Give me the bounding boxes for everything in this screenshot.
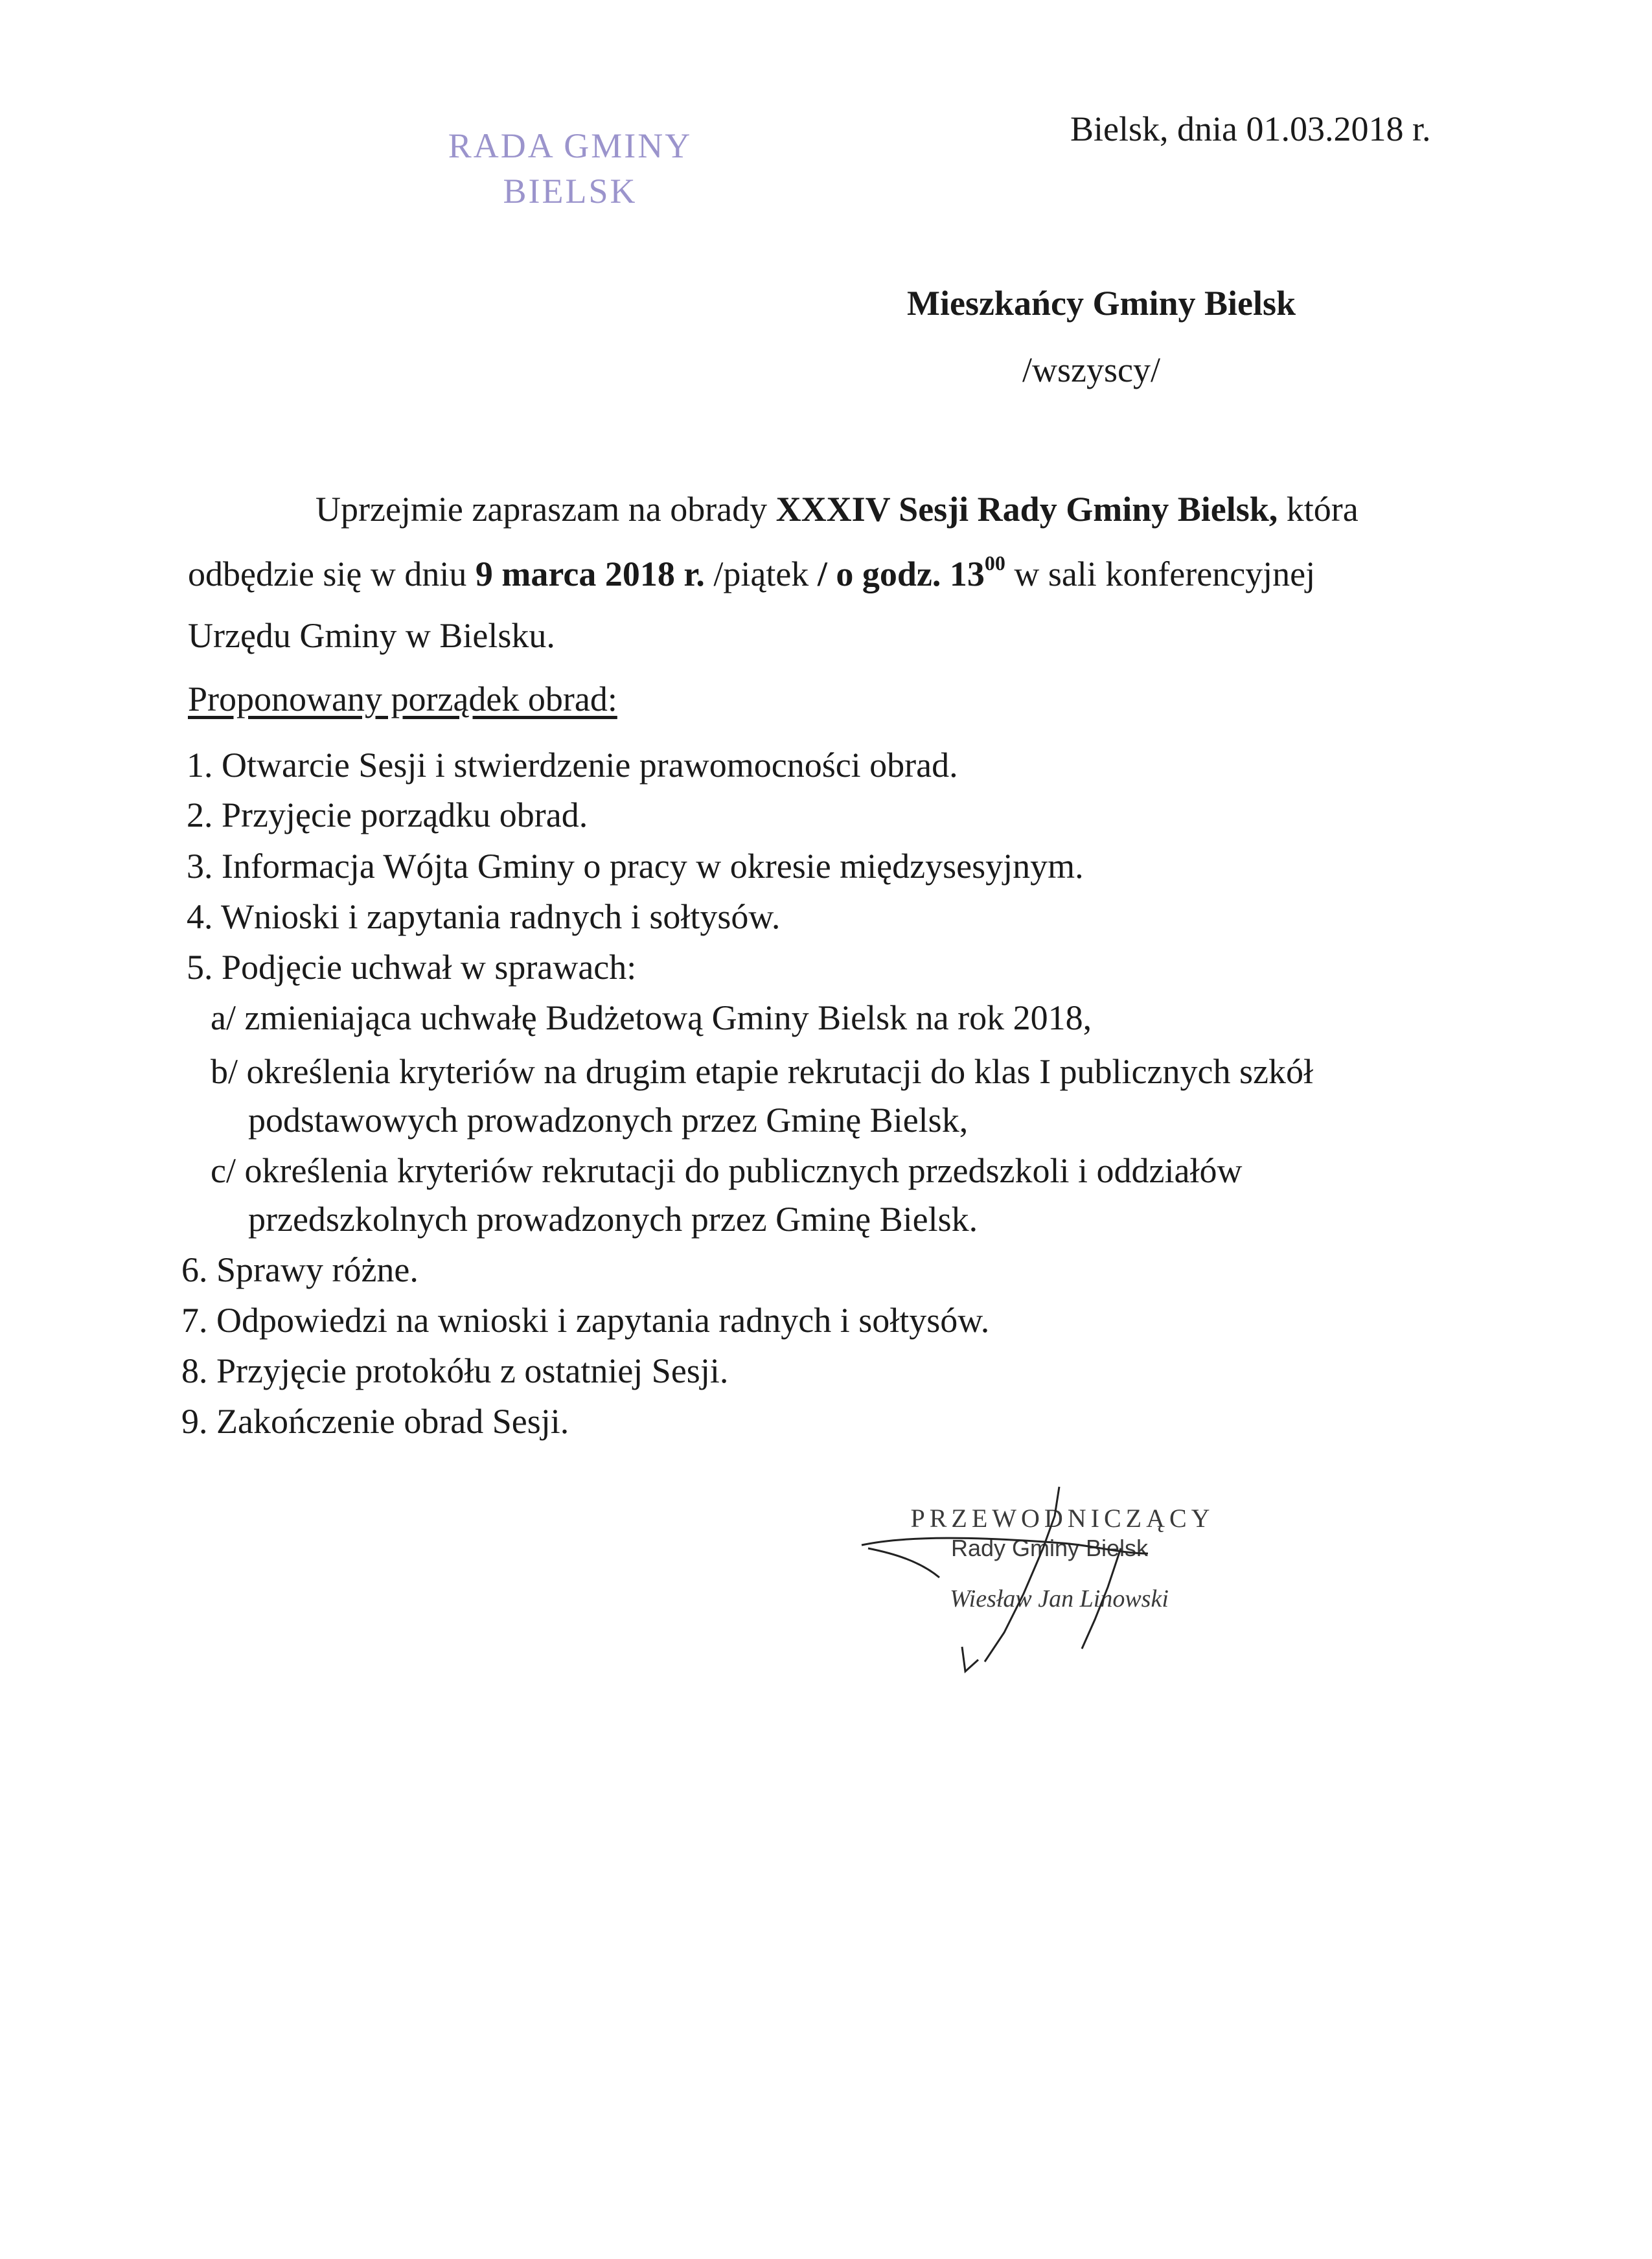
- body-line-2-end: w sali konferencyjnej: [1005, 555, 1316, 593]
- council-stamp: [402, 123, 739, 214]
- session-name: XXXIV Sesji Rady Gminy Bielsk,: [775, 490, 1278, 529]
- agenda-subitem: c/ określenia kryteriów rekrutacji do publicznych przedszkoli i oddziałów: [211, 1151, 1243, 1190]
- handwritten-signature: [849, 1477, 1211, 1684]
- session-time: / o godz. 13: [817, 555, 985, 593]
- agenda-item: 3. Informacja Wójta Gminy o pracy w okresie międzysesyjnym.: [187, 847, 1084, 886]
- session-time-minutes: 00: [984, 551, 1005, 575]
- recipient-name: Mieszkańcy Gminy Bielsk: [907, 284, 1296, 323]
- session-date: 9 marca 2018 r.: [475, 555, 705, 593]
- signature-title: PRZEWODNICZĄCY: [910, 1504, 1215, 1533]
- agenda-subitem-continuation: przedszkolnych prowadzonych przez Gminę Bielsk.: [248, 1200, 978, 1239]
- agenda-item: 8. Przyjęcie protokółu z ostatniej Sesji.: [181, 1351, 729, 1390]
- recipient-note: /wszyscy/: [1022, 350, 1160, 389]
- agenda-item: 9. Zakończenie obrad Sesji.: [181, 1402, 569, 1441]
- agenda-subitem-continuation: podstawowych prowadzonych przez Gminę Bielsk,: [248, 1101, 969, 1140]
- agenda-item: 5. Podjęcie uchwał w sprawach:: [187, 948, 637, 987]
- body-line-1-end: która: [1278, 490, 1359, 529]
- stamp-line-1: RADA GMINY: [448, 126, 693, 165]
- agenda-subitem: b/ określenia kryteriów na drugim etapie rekrutacji do klas I publicznych szkół: [211, 1052, 1313, 1091]
- signature-council: Rady Gminy Bielsk: [950, 1535, 1149, 1561]
- date-line: Bielsk, dnia 01.03.2018 r.: [1070, 109, 1431, 148]
- session-weekday: /piątek: [704, 555, 818, 593]
- agenda-item: 7. Odpowiedzi na wnioski i zapytania radnych i sołtysów.: [181, 1301, 990, 1340]
- body-line-2: [188, 551, 1316, 594]
- agenda-item: 6. Sprawy różne.: [181, 1250, 419, 1289]
- agenda-item: 1. Otwarcie Sesji i stwierdzenie prawomocności obrad.: [187, 746, 958, 785]
- agenda-subitem: a/ zmieniająca uchwałę Budżetową Gminy Bielsk na rok 2018,: [211, 998, 1092, 1037]
- stamp-line-2: BIELSK: [503, 172, 637, 211]
- agenda-title: Proponowany porządek obrad:: [188, 680, 617, 718]
- signature-name: Wiesław Jan Linowski: [950, 1585, 1169, 1612]
- body-line-2-text: odbędzie się w dniu: [188, 555, 476, 593]
- body-line-1-text: Uprzejmie zapraszam na obrady: [315, 490, 776, 529]
- body-line-3: Urzędu Gminy w Bielsku.: [188, 616, 555, 655]
- agenda-item: 2. Przyjęcie porządku obrad.: [187, 796, 588, 834]
- agenda-item: 4. Wnioski i zapytania radnych i sołtysów.: [187, 897, 781, 936]
- body-line-1: [315, 489, 1359, 529]
